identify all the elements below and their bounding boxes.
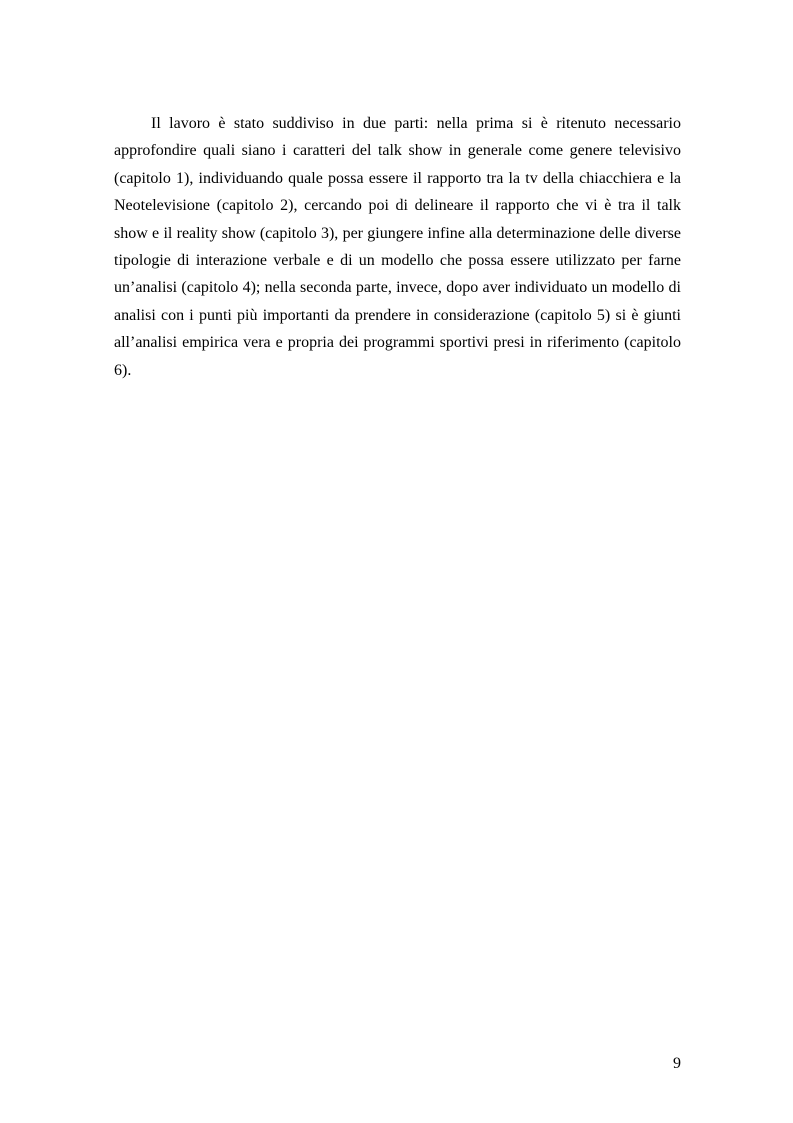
page-number: 9 — [673, 1055, 681, 1072]
paragraph-line: Neotelevisione (capitolo 2), cercando poi di delineare il rapporto che vi è tra il talk — [114, 197, 681, 215]
paragraph-line: 6). — [114, 361, 132, 379]
paragraph-line: approfondire quali siano i caratteri del talk show in generale come genere televisivo — [114, 142, 681, 160]
paragraph-line: show e il reality show (capitolo 3), per giungere infine alla determinazione delle diverse — [114, 224, 681, 242]
body-paragraph — [114, 110, 681, 384]
paragraph-line: all’analisi empirica vera e propria dei programmi sportivi presi in riferimento (capitolo — [114, 334, 681, 352]
paragraph-line: tipologie di interazione verbale e di un modello che possa essere utilizzato per farne — [114, 251, 681, 269]
paragraph-line: un’analisi (capitolo 4); nella seconda parte, invece, dopo aver individuato un modello di — [114, 279, 681, 297]
paragraph-line: (capitolo 1), individuando quale possa essere il rapporto tra la tv della chiacchiera e la — [114, 169, 681, 187]
paragraph-line: analisi con i punti più importanti da prendere in considerazione (capitolo 5) si è giunti — [114, 306, 681, 324]
paragraph-line: Il lavoro è stato suddiviso in due parti: nella prima si è ritenuto necessario — [151, 115, 681, 132]
